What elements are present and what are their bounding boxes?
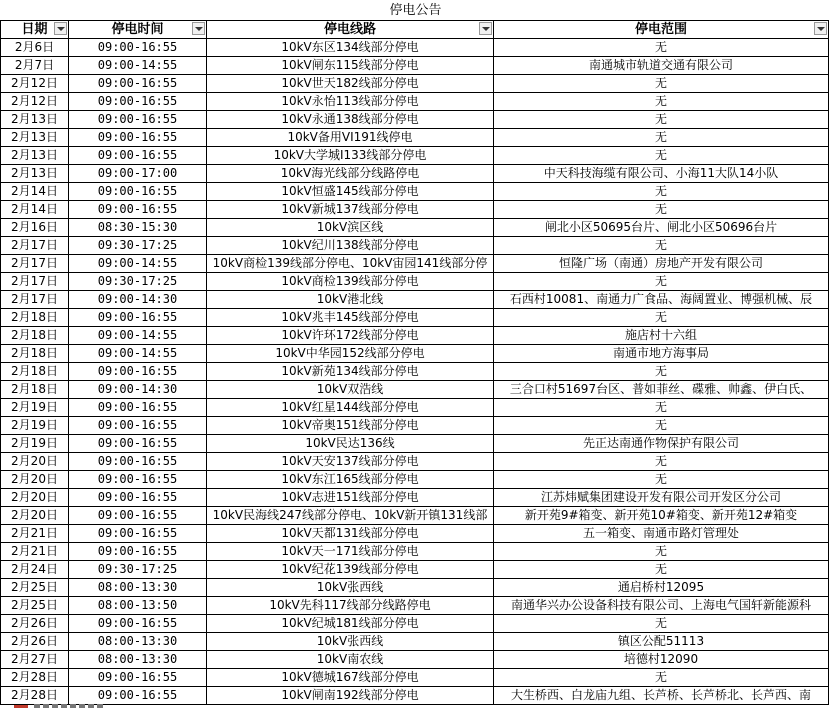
- table-row: [1, 219, 829, 237]
- cell-line[interactable]: 10kV双浩线: [207, 381, 494, 399]
- cell-date[interactable]: 2月18日: [1, 381, 69, 399]
- peek-text-fragment: [34, 704, 104, 708]
- cell-date[interactable]: 2月13日: [1, 129, 69, 147]
- cell-date[interactable]: 2月19日: [1, 417, 69, 435]
- cell-line[interactable]: 10kV港北线: [207, 291, 494, 309]
- header-row: [1, 21, 829, 39]
- cell-scope[interactable]: 无: [494, 273, 829, 291]
- cell-date[interactable]: 2月13日: [1, 147, 69, 165]
- filter-dropdown-icon[interactable]: [814, 22, 827, 35]
- cell-line[interactable]: 10kV纪川138线部分停电: [207, 237, 494, 255]
- cell-line[interactable]: 10kV中华园152线部分停电: [207, 345, 494, 363]
- table-row: [1, 363, 829, 381]
- header-date-label: 日期: [21, 22, 48, 37]
- cell-date[interactable]: 2月19日: [1, 435, 69, 453]
- cell-line[interactable]: 10kV志进151线部分停电: [207, 489, 494, 507]
- cell-scope[interactable]: 无: [494, 147, 829, 165]
- cell-date[interactable]: 2月18日: [1, 345, 69, 363]
- cell-scope[interactable]: 镇区公配51113: [494, 633, 829, 651]
- cell-time[interactable]: 09:00-14:55: [69, 327, 207, 345]
- cell-time[interactable]: 09:00-16:55: [69, 309, 207, 327]
- table-row: [1, 453, 829, 471]
- cell-line[interactable]: 10kV帝奥151线部分停电: [207, 417, 494, 435]
- cell-scope[interactable]: 无: [494, 399, 829, 417]
- cell-scope[interactable]: 无: [494, 237, 829, 255]
- cell-line[interactable]: 10kV民达136线: [207, 435, 494, 453]
- table-row: [1, 75, 829, 93]
- cell-date[interactable]: 2月26日: [1, 615, 69, 633]
- cell-date[interactable]: 2月21日: [1, 525, 69, 543]
- table-row: [1, 597, 829, 615]
- table-row: [1, 345, 829, 363]
- table-row: [1, 633, 829, 651]
- table-row: [1, 507, 829, 525]
- cell-date[interactable]: 2月14日: [1, 183, 69, 201]
- cell-scope[interactable]: 南通市地方海事局: [494, 345, 829, 363]
- table-row: [1, 489, 829, 507]
- cell-date[interactable]: 2月13日: [1, 111, 69, 129]
- cell-date[interactable]: 2月18日: [1, 363, 69, 381]
- cell-line[interactable]: 10kV恒盛145线部分停电: [207, 183, 494, 201]
- cell-scope[interactable]: 恒隆广场（南通）房地产开发有限公司: [494, 255, 829, 273]
- cell-scope[interactable]: 通启桥村12095: [494, 579, 829, 597]
- table-row: [1, 399, 829, 417]
- cell-time[interactable]: 09:00-16:55: [69, 615, 207, 633]
- table-row: [1, 309, 829, 327]
- cell-scope[interactable]: 无: [494, 183, 829, 201]
- cell-time[interactable]: 09:00-16:55: [69, 525, 207, 543]
- cell-date[interactable]: 2月20日: [1, 507, 69, 525]
- cell-line[interactable]: 10kV商检139线部分停电: [207, 273, 494, 291]
- cell-time[interactable]: 09:00-16:55: [69, 399, 207, 417]
- table-row: [1, 543, 829, 561]
- cell-time[interactable]: 09:00-16:55: [69, 39, 207, 57]
- table-row: [1, 237, 829, 255]
- cell-line[interactable]: 10kV东江165线部分停电: [207, 471, 494, 489]
- table-row: [1, 147, 829, 165]
- table-row: [1, 39, 829, 57]
- table-row: [1, 525, 829, 543]
- cell-line[interactable]: 10kV天安137线部分停电: [207, 453, 494, 471]
- header-date: [1, 21, 69, 39]
- sheet-title: 停电公告: [389, 3, 442, 18]
- cell-date[interactable]: 2月7日: [1, 57, 69, 75]
- cell-scope[interactable]: 中天科技海缆有限公司、小海11大队14小队: [494, 165, 829, 183]
- cell-time[interactable]: 08:00-13:30: [69, 651, 207, 669]
- cell-date[interactable]: 2月21日: [1, 543, 69, 561]
- cell-time[interactable]: 09:00-16:55: [69, 147, 207, 165]
- cell-time[interactable]: 09:00-16:55: [69, 183, 207, 201]
- cell-date[interactable]: 2月25日: [1, 597, 69, 615]
- header-line-label: 停电线路: [323, 22, 376, 37]
- cell-date[interactable]: 2月20日: [1, 453, 69, 471]
- cell-time[interactable]: 09:00-16:55: [69, 669, 207, 687]
- header-time-label: 停电时间: [111, 22, 164, 37]
- cell-scope[interactable]: 三合口村51697台区、普如菲丝、碟雅、帅鑫、伊白氏、: [494, 381, 829, 399]
- cell-scope[interactable]: 无: [494, 39, 829, 57]
- cell-scope[interactable]: 江苏炜赋集团建设开发有限公司开发区分公司: [494, 489, 829, 507]
- cell-line[interactable]: 10kV张西线: [207, 579, 494, 597]
- cell-scope[interactable]: 无: [494, 543, 829, 561]
- table-row: [1, 57, 829, 75]
- cell-scope[interactable]: 无: [494, 363, 829, 381]
- cell-time[interactable]: 09:00-16:55: [69, 75, 207, 93]
- cell-scope[interactable]: 无: [494, 201, 829, 219]
- cell-date[interactable]: 2月28日: [1, 687, 69, 705]
- table-body: [1, 39, 829, 705]
- table-row: [1, 669, 829, 687]
- cell-time[interactable]: 09:00-16:55: [69, 417, 207, 435]
- cell-line[interactable]: 10kV新城137线部分停电: [207, 201, 494, 219]
- cell-scope[interactable]: 南通城市轨道交通有限公司: [494, 57, 829, 75]
- cell-date[interactable]: 2月20日: [1, 471, 69, 489]
- cell-date[interactable]: 2月17日: [1, 273, 69, 291]
- cell-line[interactable]: 10kV永通138线部分停电: [207, 111, 494, 129]
- cell-scope[interactable]: 南通华兴办公设备科技有限公司、上海电气国轩新能源科: [494, 597, 829, 615]
- cell-line[interactable]: 10kV兆丰145线部分停电: [207, 309, 494, 327]
- filter-dropdown-icon[interactable]: [192, 22, 205, 35]
- cell-date[interactable]: 2月20日: [1, 489, 69, 507]
- cell-date[interactable]: 2月12日: [1, 93, 69, 111]
- table-row: [1, 561, 829, 579]
- outage-table: [0, 20, 829, 705]
- cell-scope[interactable]: 无: [494, 111, 829, 129]
- table-row: [1, 471, 829, 489]
- cell-time[interactable]: 09:30-17:25: [69, 273, 207, 291]
- cell-scope[interactable]: 培德村12090: [494, 651, 829, 669]
- cell-time[interactable]: 09:30-17:25: [69, 561, 207, 579]
- table-row: [1, 651, 829, 669]
- cell-line[interactable]: 10kV天都131线部分停电: [207, 525, 494, 543]
- cell-line[interactable]: 10kV纪花139线部分停电: [207, 561, 494, 579]
- table-row: [1, 165, 829, 183]
- table-row: [1, 417, 829, 435]
- cell-date[interactable]: 2月17日: [1, 255, 69, 273]
- cell-time[interactable]: 09:00-16:55: [69, 471, 207, 489]
- table-row: [1, 93, 829, 111]
- cell-scope[interactable]: 无: [494, 75, 829, 93]
- cell-line[interactable]: 10kV张西线: [207, 633, 494, 651]
- cell-line[interactable]: 10kV备用VI191线停电: [207, 129, 494, 147]
- cell-time[interactable]: 09:00-16:55: [69, 507, 207, 525]
- cell-date[interactable]: 2月24日: [1, 561, 69, 579]
- cell-scope[interactable]: 无: [494, 417, 829, 435]
- header-line: [207, 21, 494, 39]
- cell-time[interactable]: 09:00-16:55: [69, 453, 207, 471]
- cell-date[interactable]: 2月14日: [1, 201, 69, 219]
- cell-line[interactable]: 10kV闸南192线部分停电: [207, 687, 494, 705]
- cell-line[interactable]: 10kV民海线247线部分停电、10kV新开镇131线部: [207, 507, 494, 525]
- cell-time[interactable]: 09:30-17:25: [69, 237, 207, 255]
- cell-line[interactable]: 10kV商检139线部分停电、10kV宙园141线部分停: [207, 255, 494, 273]
- cell-line[interactable]: 10kV纪城181线部分停电: [207, 615, 494, 633]
- cell-date[interactable]: 2月12日: [1, 75, 69, 93]
- cell-date[interactable]: 2月26日: [1, 633, 69, 651]
- cell-time[interactable]: 08:00-13:50: [69, 597, 207, 615]
- cell-scope[interactable]: 先正达南通作物保护有限公司: [494, 435, 829, 453]
- table-row: [1, 183, 829, 201]
- cell-scope[interactable]: 施店村十六组: [494, 327, 829, 345]
- filter-dropdown-icon[interactable]: [54, 22, 67, 35]
- header-time: [69, 21, 207, 39]
- cell-line[interactable]: 10kV闸东115线部分停电: [207, 57, 494, 75]
- cell-date[interactable]: 2月18日: [1, 327, 69, 345]
- cell-scope[interactable]: 石西村10081、南通力广食品、海阔置业、博强机械、辰: [494, 291, 829, 309]
- table-row: [1, 381, 829, 399]
- table-row: [1, 327, 829, 345]
- cell-date[interactable]: 2月6日: [1, 39, 69, 57]
- cell-scope[interactable]: 无: [494, 93, 829, 111]
- cell-scope[interactable]: 闸北小区50695台片、闸北小区50696台片: [494, 219, 829, 237]
- header-scope-label: 停电范围: [634, 22, 687, 37]
- cell-line[interactable]: 10kV南农线: [207, 651, 494, 669]
- table-row: [1, 255, 829, 273]
- table-row: [1, 291, 829, 309]
- cell-time[interactable]: 09:00-16:55: [69, 93, 207, 111]
- cell-scope[interactable]: 无: [494, 471, 829, 489]
- cell-line[interactable]: 10kV许环172线部分停电: [207, 327, 494, 345]
- table-row: [1, 201, 829, 219]
- header-scope: [494, 21, 829, 39]
- cell-date[interactable]: 2月27日: [1, 651, 69, 669]
- table-row: [1, 129, 829, 147]
- cell-line[interactable]: 10kV天一171线部分停电: [207, 543, 494, 561]
- cell-time[interactable]: 09:00-14:30: [69, 291, 207, 309]
- cell-time[interactable]: 09:00-14:55: [69, 345, 207, 363]
- cell-line[interactable]: 10kV海光线部分线路停电: [207, 165, 494, 183]
- cell-time[interactable]: 09:00-16:55: [69, 111, 207, 129]
- cell-line[interactable]: 10kV德城167线部分停电: [207, 669, 494, 687]
- cell-scope[interactable]: 无: [494, 453, 829, 471]
- cell-scope[interactable]: 五一箱变、南通市路灯管理处: [494, 525, 829, 543]
- cell-line[interactable]: 10kV红星144线部分停电: [207, 399, 494, 417]
- cell-date[interactable]: 2月17日: [1, 291, 69, 309]
- filter-dropdown-icon[interactable]: [479, 22, 492, 35]
- cell-time[interactable]: 09:00-16:55: [69, 543, 207, 561]
- cell-time[interactable]: 09:00-14:55: [69, 255, 207, 273]
- cell-time[interactable]: 09:00-16:55: [69, 687, 207, 705]
- cell-time[interactable]: 08:00-13:30: [69, 579, 207, 597]
- cell-line[interactable]: 10kV滨区线: [207, 219, 494, 237]
- cell-scope[interactable]: 无: [494, 561, 829, 579]
- cell-time[interactable]: 09:00-16:55: [69, 363, 207, 381]
- cell-line[interactable]: 10kV先科117线部分线路停电: [207, 597, 494, 615]
- cell-date[interactable]: 2月25日: [1, 579, 69, 597]
- cell-date[interactable]: 2月18日: [1, 309, 69, 327]
- cell-line[interactable]: 10kV世天182线部分停电: [207, 75, 494, 93]
- cell-scope[interactable]: 大生桥西、白龙庙九组、长芦桥、长芦桥北、长芦西、南: [494, 687, 829, 705]
- next-row-peek: [0, 702, 831, 708]
- cell-time[interactable]: 09:00-17:00: [69, 165, 207, 183]
- cell-line[interactable]: 10kV永怡113线部分停电: [207, 93, 494, 111]
- table-row: [1, 273, 829, 291]
- cell-date[interactable]: 2月16日: [1, 219, 69, 237]
- cell-scope[interactable]: 无: [494, 615, 829, 633]
- cell-time[interactable]: 09:00-16:55: [69, 489, 207, 507]
- cell-scope[interactable]: 新开苑9#箱变、新开苑10#箱变、新开苑12#箱变: [494, 507, 829, 525]
- table-row: [1, 435, 829, 453]
- cell-scope[interactable]: 无: [494, 309, 829, 327]
- cell-date[interactable]: 2月19日: [1, 399, 69, 417]
- cell-line[interactable]: 10kV新苑134线部分停电: [207, 363, 494, 381]
- cell-date[interactable]: 2月13日: [1, 165, 69, 183]
- cell-date[interactable]: 2月28日: [1, 669, 69, 687]
- table-row: [1, 111, 829, 129]
- cell-line[interactable]: 10kV东区134线部分停电: [207, 39, 494, 57]
- cell-date[interactable]: 2月17日: [1, 237, 69, 255]
- cell-scope[interactable]: 无: [494, 669, 829, 687]
- table-row: [1, 615, 829, 633]
- cell-time[interactable]: 08:30-15:30: [69, 219, 207, 237]
- cell-time[interactable]: 09:00-16:55: [69, 435, 207, 453]
- cell-time[interactable]: 09:00-16:55: [69, 129, 207, 147]
- cell-time[interactable]: 09:00-14:55: [69, 57, 207, 75]
- cell-scope[interactable]: 无: [494, 129, 829, 147]
- cell-time[interactable]: 09:00-14:30: [69, 381, 207, 399]
- cell-time[interactable]: 08:00-13:30: [69, 633, 207, 651]
- cell-line[interactable]: 10kV大学城Ⅰ133线部分停电: [207, 147, 494, 165]
- table-row: [1, 579, 829, 597]
- cell-time[interactable]: 09:00-16:55: [69, 201, 207, 219]
